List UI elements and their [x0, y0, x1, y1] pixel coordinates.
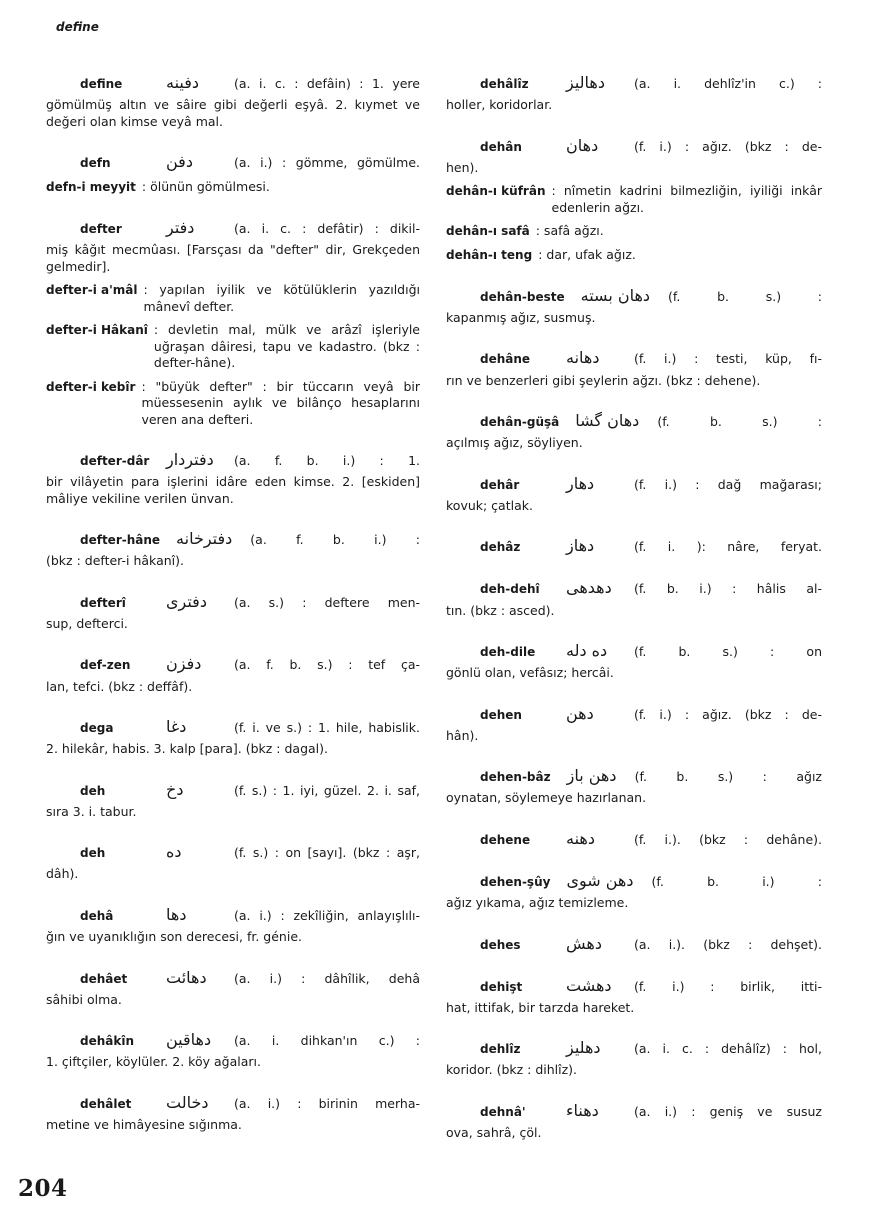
headword: dehişt: [480, 979, 523, 994]
arabic-script: دهار: [566, 473, 595, 493]
dictionary-entry: [46, 904, 420, 946]
entry-first-line: [46, 322, 420, 372]
entry-first-line: [46, 151, 420, 172]
page-number: 204: [18, 1175, 68, 1202]
definition-continuation: hat, ittifak, bir tarzda hareket.: [446, 999, 635, 1015]
definition-continuation: kapanmış ağız, susmuş.: [446, 309, 596, 325]
dictionary-entry: [446, 473, 822, 515]
definition-start: (f. i.) : dağ mağarası;: [634, 476, 822, 492]
dictionary-entry: [46, 1092, 420, 1134]
definition-continuation: rın ve benzerleri gibi şeylerin ağzı. (bkz : dehene).: [446, 372, 761, 388]
definition-start: (a. s.) : deftere men-: [234, 594, 420, 610]
arabic-script: دفينه: [166, 73, 200, 92]
headword: defn: [80, 156, 111, 171]
definition-start: : "büyük defter" : bir tüccarın veyâ bir müessesenin aylık ve bilânço hesaplarını veren ana defteri.: [141, 378, 420, 427]
entry-first-line: [446, 1037, 822, 1058]
definition-start: (f. b. s.) : ağız: [634, 769, 822, 785]
entry-first-line: [46, 282, 420, 315]
headword: dehân-güşâ: [480, 415, 560, 430]
headword: dehân-beste: [480, 289, 565, 304]
entry-first-line: [46, 653, 420, 674]
arabic-script: دهاقين: [166, 1030, 212, 1050]
arabic-script: دهاليز: [566, 73, 605, 92]
arabic-script: دهليز: [566, 1038, 601, 1058]
headword: dehâne: [480, 352, 531, 367]
entry-first-line: [446, 285, 822, 306]
definition-start: (a. f. b. i.) : 1.: [234, 453, 420, 469]
running-head: define: [56, 20, 99, 34]
definition-continuation: gömülmüş altın ve sâire gibi değerli eşyâ. 2. kıymet ve değeri olan kimse veyâ mal.: [46, 97, 420, 129]
headword: defter-i a'mâl: [46, 283, 138, 298]
definition-start: (a. i.). (bkz : dehşet).: [634, 936, 822, 952]
definition-continuation: bir vilâyetin para işlerini idâre eden kimse. 2. [eskiden] mâliye vekiline verilen ünvan.: [46, 474, 420, 506]
arabic-script: دهن باز: [566, 766, 617, 786]
entry-first-line: [46, 528, 420, 549]
entry-first-line: [446, 223, 822, 240]
entry-first-line: [46, 967, 420, 988]
definition-continuation: dâh).: [46, 866, 79, 882]
dictionary-entry: [446, 135, 822, 177]
definition-continuation: hen).: [446, 159, 479, 175]
entry-first-line: [46, 591, 420, 612]
dictionary-entry: [446, 640, 822, 682]
dictionary-entry: [46, 528, 420, 570]
definition-continuation: hân).: [446, 727, 479, 743]
entry-first-line: [446, 410, 822, 431]
dictionary-entry: [446, 1037, 822, 1079]
headword: deh: [80, 783, 106, 798]
dictionary-entry: [446, 933, 822, 954]
definition-start: (f. s.) : on [sayı]. (bkz : aşr,: [234, 845, 420, 861]
definition-start: (a. f. b. i.) :: [250, 532, 420, 548]
headword: defter-dâr: [80, 454, 150, 469]
headword: dehâet: [80, 971, 128, 986]
entry-first-line: [46, 179, 420, 196]
definition-start: (a. i.) : zekîliğin, anlayışlılı-: [234, 907, 420, 923]
entry-first-line: [446, 640, 822, 661]
entry-first-line: [446, 703, 822, 724]
entry-first-line: [46, 841, 420, 862]
dictionary-entry: [446, 247, 822, 264]
dictionary-entry: [446, 72, 822, 114]
definition-continuation: lan, tefci. (bkz : deffâf).: [46, 678, 193, 694]
right-column: [446, 72, 822, 1163]
dictionary-entry: [46, 841, 420, 883]
dictionary-entry: [446, 535, 822, 556]
dictionary-entry: [446, 828, 822, 849]
definition-start: (a. i. c. : defâin) : 1. yere: [234, 76, 420, 91]
headword: dehes: [480, 937, 521, 952]
arabic-script: ده: [166, 842, 182, 862]
entry-first-line: [446, 577, 822, 598]
headword: deh: [80, 846, 106, 861]
headword: defter-i Hâkanî: [46, 323, 148, 338]
headword: dehâkîn: [80, 1034, 135, 1049]
headword: dehâ: [80, 908, 114, 923]
headword: dehân-ı teng: [446, 248, 533, 263]
definition-start: (a. i.) : gömme, gömülme.: [234, 155, 420, 171]
entry-first-line: [446, 1100, 822, 1121]
headword: dega: [80, 721, 114, 736]
dictionary-entry: [446, 870, 822, 912]
definition-start: (a. i. dehlîz'in c.) :: [634, 76, 822, 91]
arabic-script: دفترخانه: [176, 529, 233, 549]
arabic-script: دفتردار: [166, 450, 214, 470]
arabic-script: دهدهى: [566, 578, 612, 598]
definition-continuation: ağız yıkama, ağız temizleme.: [446, 895, 629, 911]
headword: defter-hâne: [80, 533, 161, 548]
dictionary-entry: [46, 591, 420, 633]
headword: defn-i meyyit: [46, 180, 136, 195]
arabic-script: دفزن: [166, 654, 202, 674]
dictionary-entry: [46, 379, 420, 429]
definition-start: (f. b. s.) : on: [634, 644, 822, 660]
definition-start: : dar, ufak ağız.: [538, 247, 636, 263]
dictionary-entry: [446, 1100, 822, 1142]
arabic-script: دها: [166, 904, 187, 924]
arabic-script: دهان: [566, 135, 599, 155]
entry-first-line: [46, 1029, 420, 1050]
dictionary-entry: [46, 151, 420, 172]
headword: dehâlîz: [480, 77, 529, 91]
entry-first-line: [46, 904, 420, 925]
entry-first-line: [46, 217, 420, 238]
definition-start: (a. i. c. : dehâlîz) : hol,: [634, 1041, 822, 1057]
entry-first-line: [46, 449, 420, 470]
entry-first-line: [46, 779, 420, 800]
entry-first-line: [446, 933, 822, 954]
headword: deh-dehî: [480, 582, 540, 597]
entry-first-line: [46, 72, 420, 93]
arabic-script: دهش: [566, 933, 602, 953]
definition-continuation: koridor. (bkz : dihlîz).: [446, 1062, 578, 1078]
dictionary-entry: [446, 703, 822, 745]
dictionary-entry: [446, 975, 822, 1017]
definition-continuation: (bkz : defter-i hâkanî).: [46, 553, 184, 569]
definition-continuation: oynatan, söylemeye hazırlanan.: [446, 790, 647, 806]
headword: define: [80, 77, 123, 91]
headword: dehâr: [480, 477, 520, 492]
arabic-script: دخالت: [166, 1092, 209, 1112]
dictionary-entry: [46, 282, 420, 315]
definition-start: (a. i. c. : defâtir) : dikil-: [234, 221, 420, 237]
definition-continuation: sıra 3. i. tabur.: [46, 803, 137, 819]
definition-start: (a. i. dihkan'ın c.) :: [234, 1033, 420, 1049]
arabic-script: دهائت: [166, 967, 207, 987]
dictionary-entry: [446, 410, 822, 452]
definition-start: (a. f. b. s.) : tef ça-: [234, 657, 420, 673]
definition-start: : devletin mal, mülk ve arâzî işleriyle uğraşan dâiresi, tapu ve kadastro. (bkz : defter-hâne).: [153, 322, 420, 371]
headword: dehlîz: [480, 1042, 521, 1057]
definition-start: (f. b. s.) :: [657, 414, 822, 430]
dictionary-entry: [46, 967, 420, 1009]
definition-start: (f. b. i.) :: [651, 873, 822, 889]
dictionary-entry: [446, 347, 822, 389]
entry-first-line: [446, 765, 822, 786]
arabic-script: دغا: [166, 717, 187, 737]
arabic-script: دفن: [166, 152, 193, 172]
arabic-script: دهنه: [566, 828, 595, 848]
headword: dehân: [480, 139, 522, 154]
arabic-script: ده دله: [566, 641, 608, 661]
arabic-script: دهشت: [566, 975, 612, 995]
arabic-script: دخ: [166, 779, 184, 799]
definition-start: (f. i. ve s.) : 1. hile, habislik.: [234, 720, 420, 736]
entry-first-line: [446, 473, 822, 494]
definition-start: : safâ ağzı.: [535, 223, 604, 239]
definition-continuation: gönlü olan, vefâsız; hercâi.: [446, 665, 614, 681]
definition-continuation: 1. çiftçiler, köylüler. 2. köy ağaları.: [46, 1054, 261, 1070]
headword: def-zen: [80, 658, 131, 673]
definition-start: : yapılan iyilik ve kötülüklerin yazıldığı mânevî defter.: [143, 282, 420, 314]
headword: dehen: [480, 707, 522, 722]
definition-continuation: kovuk; çatlak.: [446, 497, 533, 513]
headword: dehen-bâz: [480, 770, 551, 785]
headword: defter-i kebîr: [46, 379, 136, 394]
dictionary-entry: [446, 577, 822, 619]
headword: dehnâ': [480, 1104, 526, 1119]
entry-first-line: [446, 247, 822, 264]
arabic-script: دهان گشا: [575, 411, 640, 431]
dictionary-entry: [46, 322, 420, 372]
entry-first-line: [46, 379, 420, 429]
definition-continuation: sâhibi olma.: [46, 991, 122, 1007]
definition-start: (f. i. ): nâre, feryat.: [634, 539, 822, 555]
dictionary-entry: [46, 217, 420, 275]
headword: defter: [80, 222, 122, 237]
dictionary-entry: [46, 449, 420, 507]
definition-start: (f. i.) : ağız. (bkz : de-: [634, 138, 822, 154]
definition-continuation: ğın ve uyanıklığın son derecesi, fr. génie.: [46, 929, 302, 945]
entry-first-line: [46, 1092, 420, 1113]
definition-start: (f. b. i.) : hâlis al-: [634, 581, 822, 597]
definition-start: : ölünün gömülmesi.: [141, 179, 270, 195]
dictionary-entry: [46, 779, 420, 821]
headword: defterî: [80, 595, 126, 610]
definition-continuation: tın. (bkz : asced).: [446, 602, 555, 618]
headword: dehen-şûy: [480, 874, 551, 889]
definition-continuation: 2. hilekâr, habis. 3. kalp [para]. (bkz : dagal).: [46, 741, 329, 757]
headword: dehân-ı küfrân: [446, 184, 546, 199]
arabic-script: دفترى: [166, 591, 207, 611]
entry-first-line: [446, 135, 822, 156]
definition-start: (a. i.) : birinin merha-: [234, 1095, 420, 1111]
definition-continuation: holler, koridorlar.: [446, 97, 553, 113]
headword: dehân-ı safâ: [446, 224, 530, 239]
definition-start: (f. s.) : 1. iyi, güzel. 2. i. saf,: [234, 782, 420, 798]
headword: dehene: [480, 832, 531, 847]
entry-first-line: [446, 870, 822, 891]
entry-first-line: [446, 72, 822, 93]
arabic-script: دهانه: [566, 348, 600, 368]
entry-first-line: [446, 347, 822, 368]
arabic-script: دهن: [566, 703, 594, 723]
arabic-script: دهناء: [566, 1100, 599, 1120]
definition-start: (a. i.) : geniş ve susuz: [634, 1103, 822, 1119]
arabic-script: دفتر: [166, 218, 195, 238]
definition-continuation: metine ve himâyesine sığınma.: [46, 1116, 242, 1132]
dictionary-entry: [446, 223, 822, 240]
left-column: [46, 72, 420, 1154]
dictionary-entry: [46, 1029, 420, 1071]
headword: deh-dile: [480, 645, 536, 660]
entry-first-line: [446, 828, 822, 849]
definition-start: (f. i.) : testi, küp, fı-: [634, 351, 822, 367]
dictionary-entry: [446, 285, 822, 327]
dictionary-entry: [446, 765, 822, 807]
definition-continuation: sup, defterci.: [46, 615, 128, 631]
entry-first-line: [446, 975, 822, 996]
headword: dehâz: [480, 540, 521, 555]
definition-continuation: ova, sahrâ, çöl.: [446, 1125, 542, 1141]
arabic-script: دهاز: [566, 536, 595, 556]
arabic-script: دهان بسته: [580, 285, 651, 305]
definition-start: (f. i.) : birlik, itti-: [634, 978, 822, 994]
dictionary-entry: [46, 716, 420, 758]
dictionary-entry: [46, 653, 420, 695]
arabic-script: دهن شوى: [566, 870, 634, 890]
definition-start: : nîmetin kadrini bilmezliğin, iyiliği inkâr edenlerin ağzı.: [551, 183, 822, 215]
definition-start: (f. i.). (bkz : dehâne).: [634, 831, 822, 847]
entry-first-line: [446, 183, 822, 216]
dictionary-entry: [46, 179, 420, 196]
definition-start: (f. i.) : ağız. (bkz : de-: [634, 706, 822, 722]
definition-continuation: açılmış ağız, söyliyen.: [446, 435, 583, 451]
entry-first-line: [46, 716, 420, 737]
dictionary-entry: [446, 183, 822, 216]
definition-start: (a. i.) : dâhîlik, dehâ: [234, 970, 420, 986]
entry-first-line: [446, 535, 822, 556]
headword: dehâlet: [80, 1096, 132, 1111]
definition-continuation: miş kâğıt mecmûası. [Farsçası da "defter" dir, Grekçeden gelmedir].: [46, 242, 420, 274]
definition-start: (f. b. s.) :: [668, 288, 822, 304]
dictionary-entry: [46, 72, 420, 130]
